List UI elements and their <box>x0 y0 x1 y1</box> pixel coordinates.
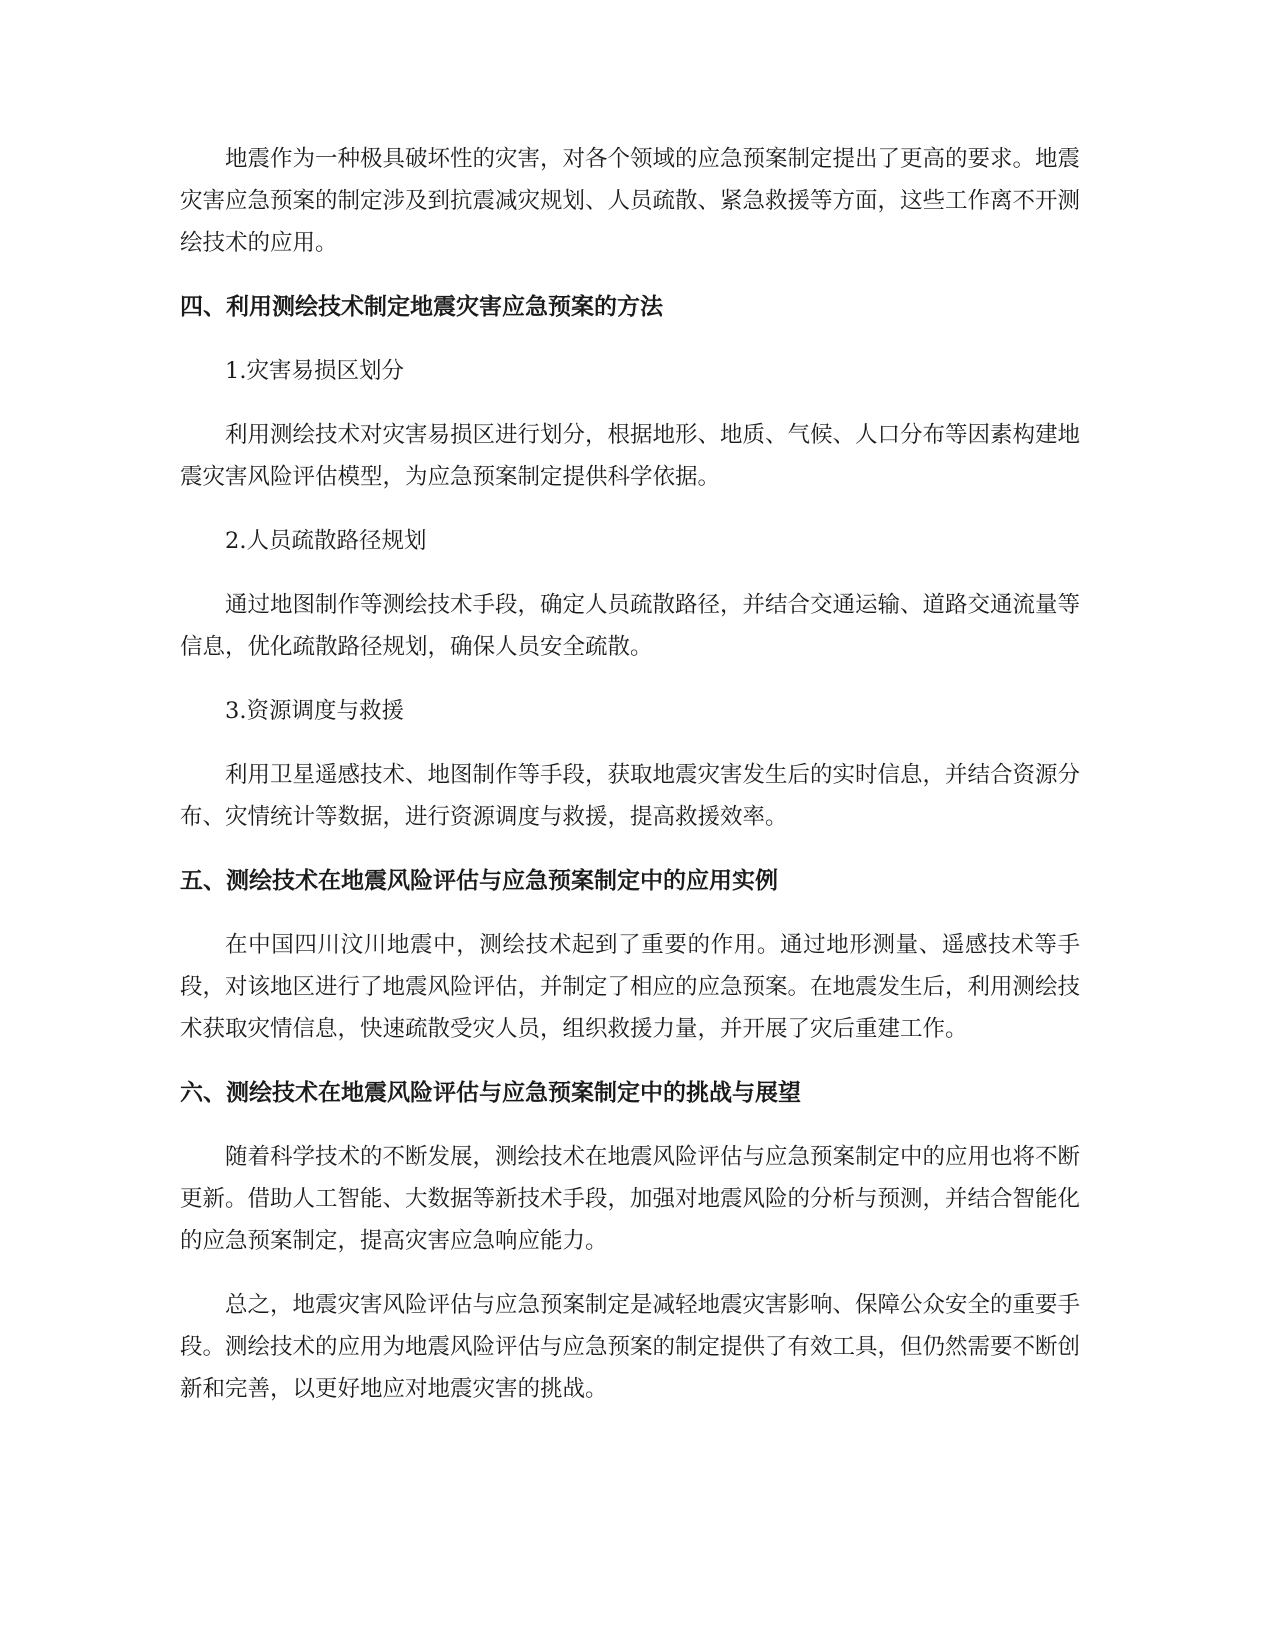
intro-paragraph: 地震作为一种极具破坏性的灾害，对各个领域的应急预案制定提出了更高的要求。地震灾害应急预案的制定涉及到抗震减灾规划、人员疏散、紧急救援等方面，这些工作离不开测绘技术的应用。 <box>180 146 1081 256</box>
section-heading-4: 四、利用测绘技术制定地震灾害应急预案的方法 <box>180 294 663 320</box>
paragraph-2: 通过地图制作等测绘技术手段，确定人员疏散路径，并结合交通运输、道路交通流量等信息，优化疏散路径规划，确保人员安全疏散。 <box>180 592 1081 660</box>
subheading-1: 1.灾害易损区划分 <box>225 358 404 384</box>
subheading-2: 2.人员疏散路径规划 <box>225 528 427 554</box>
subheading-3: 3.资源调度与救援 <box>225 698 404 724</box>
paragraph-conclusion: 总之，地震灾害风险评估与应急预案制定是减轻地震灾害影响、保障公众安全的重要手段。测绘技术的应用为地震风险评估与应急预案的制定提供了有效工具，但仍然需要不断创新和完善，以更好地应对地震灾害的挑战。 <box>180 1292 1081 1402</box>
section-heading-5: 五、测绘技术在地震风险评估与应急预案制定中的应用实例 <box>180 868 778 894</box>
document-page <box>180 138 1080 1432</box>
paragraph-case-study: 在中国四川汶川地震中，测绘技术起到了重要的作用。通过地形测量、遥感技术等手段，对该地区进行了地震风险评估，并制定了相应的应急预案。在地震发生后，利用测绘技术获取灾情信息，快速疏散受灾人员，组织救援力量，并开展了灾后重建工作。 <box>180 932 1081 1042</box>
paragraph-3: 利用卫星遥感技术、地图制作等手段，获取地震灾害发生后的实时信息，并结合资源分布、灾情统计等数据，进行资源调度与救援，提高救援效率。 <box>180 762 1081 830</box>
paragraph-1: 利用测绘技术对灾害易损区进行划分，根据地形、地质、气候、人口分布等因素构建地震灾害风险评估模型，为应急预案制定提供科学依据。 <box>180 422 1081 490</box>
section-heading-6: 六、测绘技术在地震风险评估与应急预案制定中的挑战与展望 <box>180 1080 801 1106</box>
paragraph-outlook: 随着科学技术的不断发展，测绘技术在地震风险评估与应急预案制定中的应用也将不断更新。借助人工智能、大数据等新技术手段，加强对地震风险的分析与预测，并结合智能化的应急预案制定，提高灾害应急响应能力。 <box>180 1144 1081 1254</box>
